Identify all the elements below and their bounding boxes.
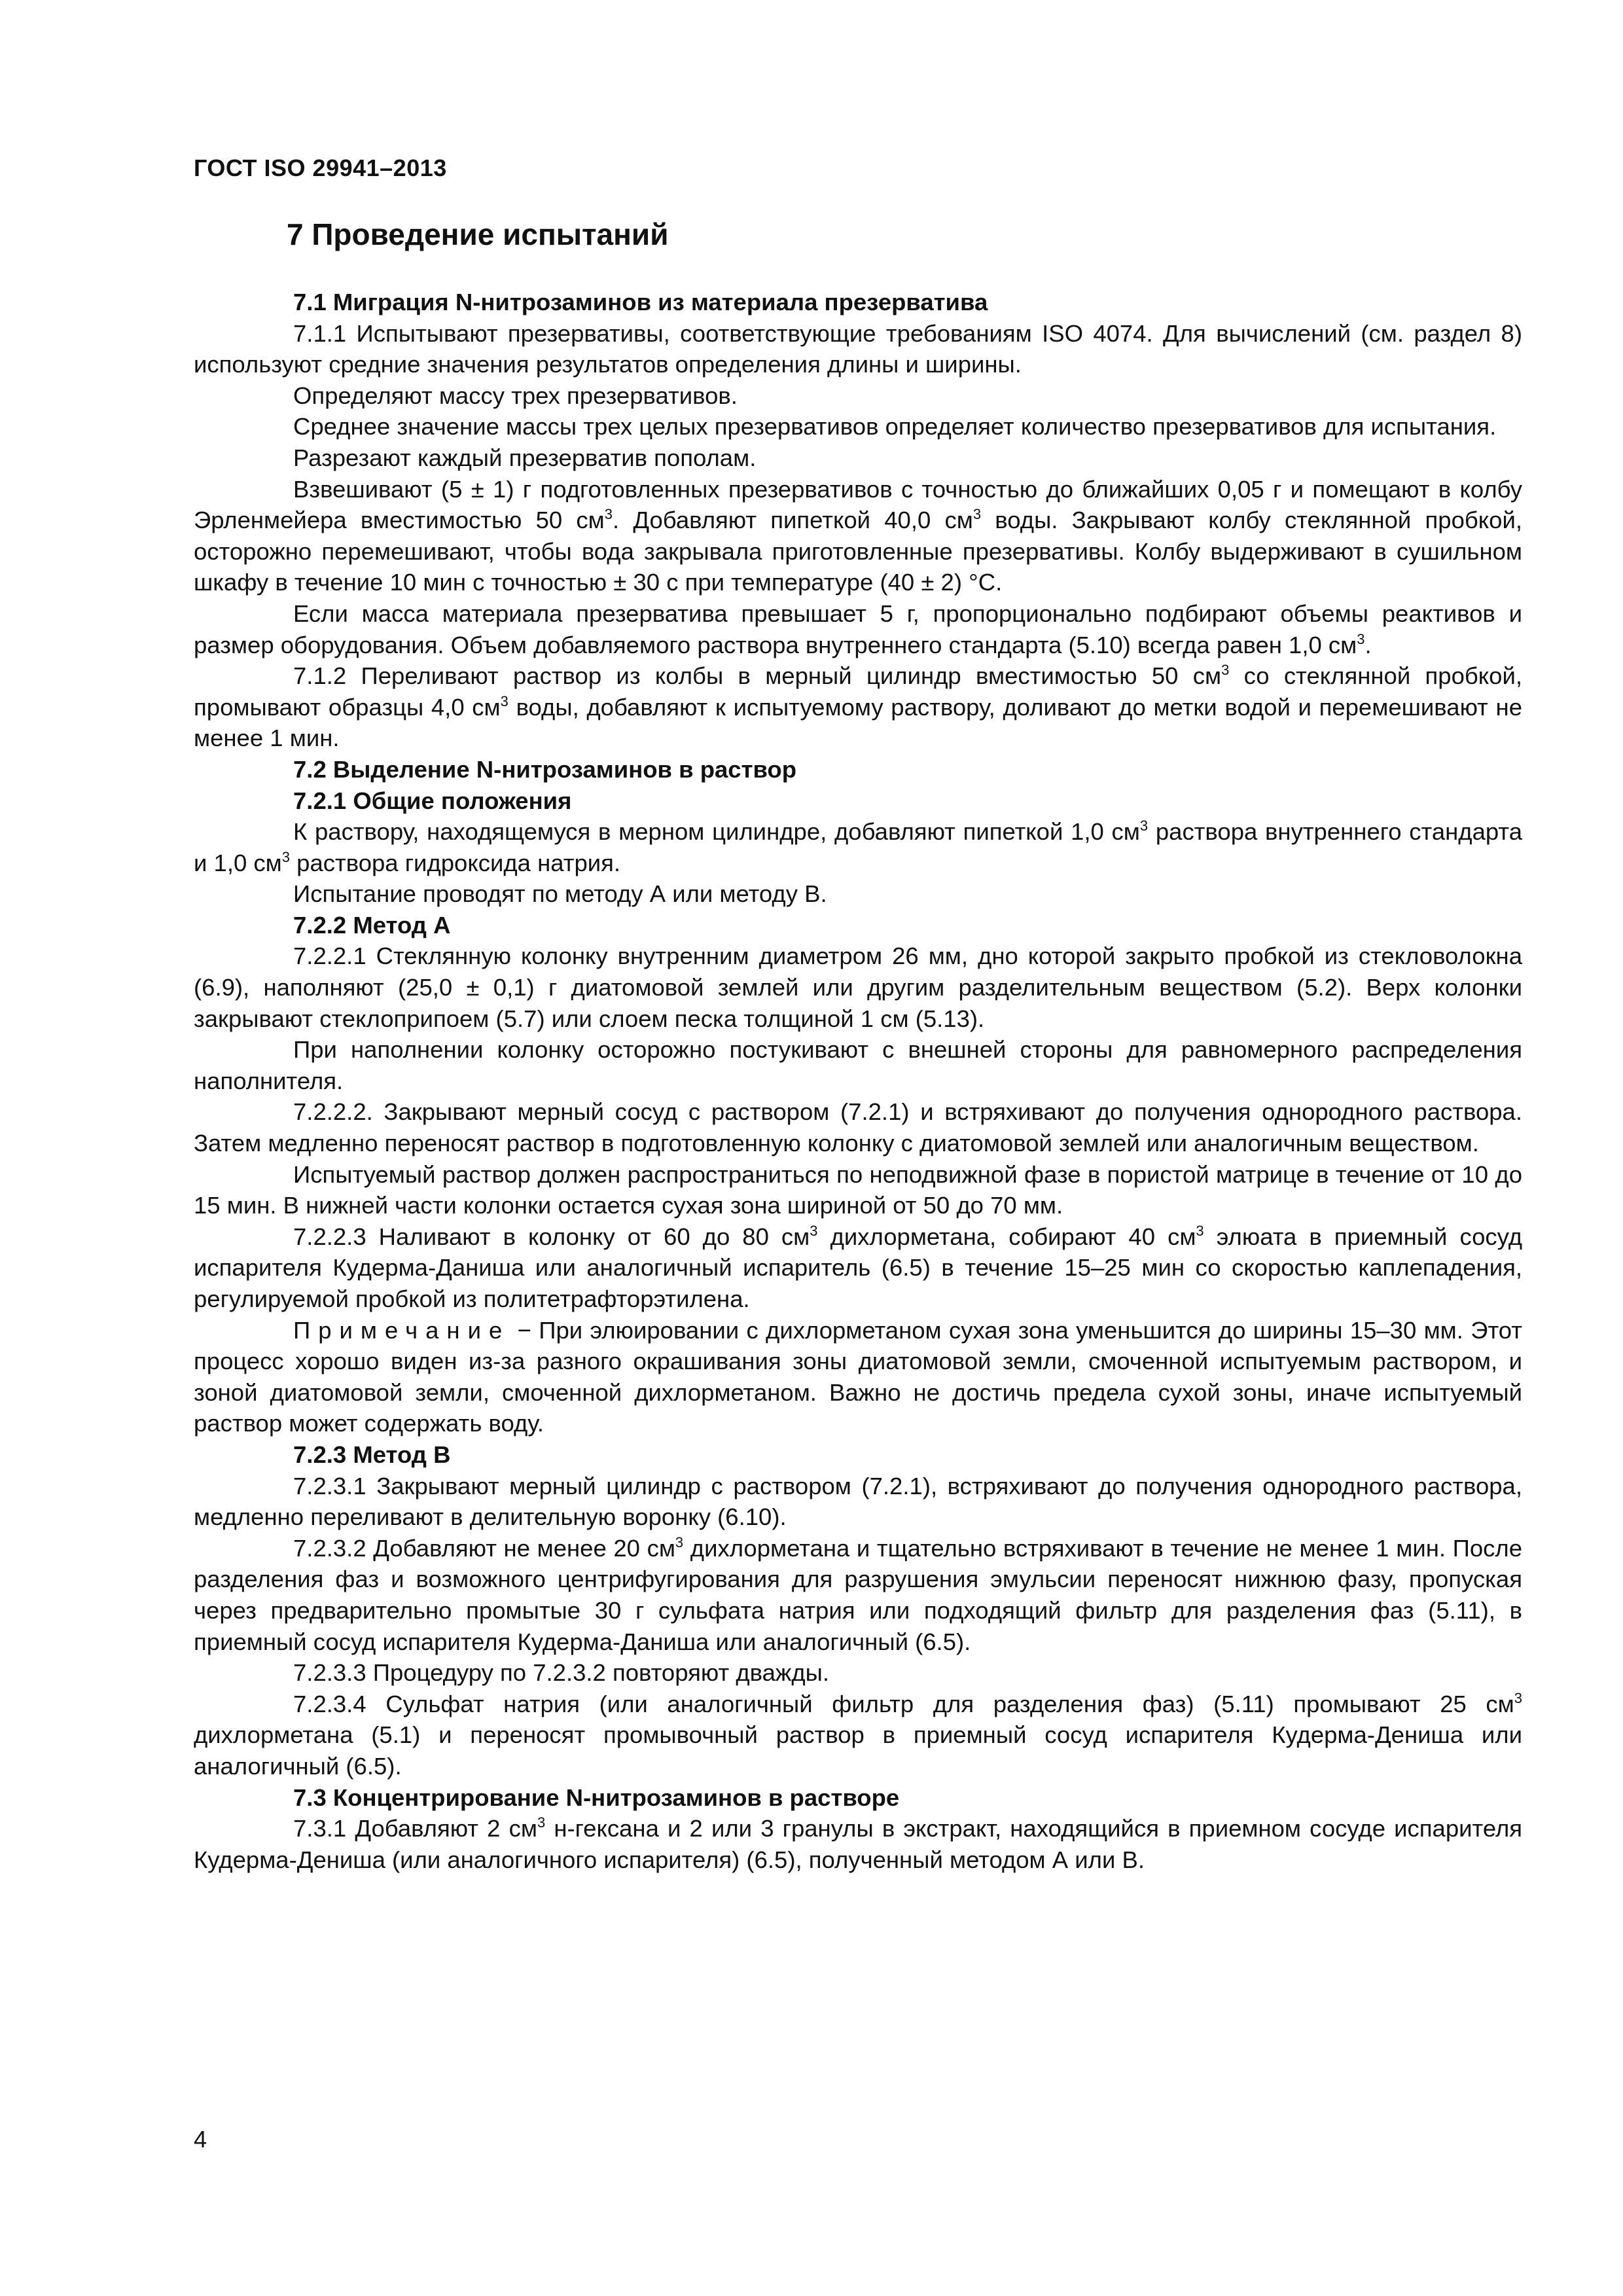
body-paragraph: Испытание проводят по методу А или методу В. [293, 880, 827, 908]
superscript: 3 [1357, 630, 1365, 647]
body-paragraph: 7.2.2.3 Наливают в колонку от 60 до 80 $см^3$ дихлорметана, собирают 40 $см^3$ элюата в приемный сосуд испарителя Кудерма-Даниша или аналогичный испаритель (6.5) в течение 15–25 мин со скоростью каплепадения, регулируемой пробкой из политетрафторэтилена. [194, 1222, 1522, 1312]
page-number: 4 [194, 2126, 207, 2153]
body-paragraph: Испытуемый раствор должен распространиться по неподвижной фазе в пористой матрице в течение от 10 до 15 мин. В нижней части колонки остается сухая зона шириной от 50 до 70 мм. [194, 1160, 1522, 1219]
paragraph-list [194, 287, 1522, 1875]
subsection-heading: 7.2 Выделение N-нитрозаминов в раствор [293, 755, 797, 783]
body-paragraph: 7.2.2.1 Стеклянную колонку внутренним диаметром 26 мм, дно которой закрыто пробкой из стекловолокна (6.9), наполняют (25,0 ± 0,1) г диатомовой землей или другим разделительным веществом (5.2). Верх колонки закрывают стеклоприпоем (5.7) или слоем песка толщиной 1 см (5.13). [194, 942, 1522, 1032]
body-paragraph: 7.1.1 Испытывают презервативы, соответствующие требованиям ISO 4074. Для вычислений (см. раздел 8) используют средние значения результатов определения длины и ширины. [194, 319, 1522, 378]
superscript: 3 [1514, 1689, 1522, 1706]
body-paragraph: 7.2.3.1 Закрывают мерный цилиндр с раствором (7.2.1), встряхивают до получения однородного раствора, медленно переливают в делительную воронку (6.10). [194, 1472, 1522, 1531]
document-header: ГОСТ ISO 29941–2013 [194, 154, 447, 181]
subsection-heading: 7.2.2 Метод А [293, 911, 451, 939]
body-paragraph: Среднее значение массы трех целых презервативов определяет количество презервативов для испытания. [293, 413, 1497, 440]
superscript: 3 [1221, 662, 1230, 679]
subsection-heading: 7.1 Миграция N-нитрозаминов из материала презерватива [293, 289, 988, 315]
body-paragraph: 7.2.3.2 Добавляют не менее 20 $см^3$ дихлорметана и тщательно встряхивают в течение не менее 1 мин. После разделения фаз и возможного центрифугирования для разрушения эмульсии переносят нижнюю фазу, пропуская через предварительно промытые 30 г сульфата натрия или подходящий фильтр для разделения фаз (5.11), в приемный сосуд испарителя Кудерма-Даниша или аналогичный (6.5). [194, 1534, 1522, 1655]
section-title: 7 Проведение испытаний [287, 217, 669, 251]
subsection-heading: 7.3 Концентрирование N-нитрозаминов в растворе [293, 1784, 900, 1811]
body-paragraph: Взвешивают (5 ± 1) г подготовленных презервативов с точностью до ближайших 0,05 г и помещают в колбу Эрленмейера вместимостью 50 $см^3$. Добавляют пипеткой 40,0 $см^3$ воды. Закрывают колбу стеклянной пробкой, осторожно перемешивают, чтобы вода закрывала приготовленные презервативы. Колбу выдерживают в сушильном шкафу в течение 10 мин с точностью ± 30 с при температуре (40 ± 2) °С. [194, 475, 1522, 596]
body-paragraph: 7.2.3.4 Сульфат натрия (или аналогичный фильтр для разделения фаз) (5.11) промывают 25 $см^3$ дихлорметана (5.1) и переносят промывочный раствор в приемный сосуд испарителя Кудерма-Дениша или аналогичный (6.5). [194, 1689, 1522, 1780]
body-paragraph: 7.1.2 Переливают раствор из колбы в мерный цилиндр вместимостью 50 $см^3$ со стеклянной пробкой, промывают образцы 4,0 $см^3$ воды, добавляют к испытуемому раствору, доливают до метки водой и перемешивают не менее 1 мин. [194, 662, 1522, 752]
body-paragraph: 7.2.3.3 Процедуру по 7.2.3.2 повторяют дважды. [293, 1659, 829, 1687]
note-label: Примечание [293, 1316, 510, 1344]
body-paragraph: К раствору, находящемуся в мерном цилиндре, добавляют пипеткой 1,0 $см^3$ раствора внутреннего стандарта и 1,0 $см^3$ раствора гидроксида натрия. [194, 817, 1522, 876]
superscript: 3 [1196, 1222, 1204, 1239]
subsection-heading: 7.2.1 Общие положения [293, 787, 572, 814]
body-paragraph: Разрезают каждый презерватив пополам. [293, 444, 757, 471]
document-body [194, 216, 1522, 1875]
superscript: 3 [604, 506, 613, 523]
body-paragraph: При наполнении колонку осторожно постукивают с внешней стороны для равномерного распределения наполнителя. [194, 1036, 1522, 1094]
superscript: 3 [810, 1222, 818, 1239]
superscript: 3 [675, 1534, 684, 1551]
superscript: 3 [500, 692, 508, 709]
superscript: 3 [281, 848, 291, 865]
body-paragraph: 7.3.1 Добавляют 2 $см^3$ н-гексана и 2 или 3 гранулы в экстракт, находящийся в приемном сосуде испарителя Кудерма-Дениша (или аналогичного испарителя) (6.5), полученный методом А или В. [194, 1814, 1523, 1873]
body-paragraph: Определяют массу трех презервативов. [293, 382, 738, 409]
body-paragraph: Если масса материала презерватива превышает 5 г, пропорционально подбирают объемы реактивов и размер оборудования. Объем добавляемого раствора внутреннего стандарта (5.10) всегда равен 1,0 $см^3$. [194, 600, 1522, 658]
subsection-heading: 7.2.3 Метод В [293, 1441, 451, 1468]
body-paragraph: 7.2.2.2. Закрывают мерный сосуд с раствором (7.2.1) и встряхивают до получения однородного раствора. Затем медленно переносят раствор в подготовленную колонку с диатомовой землей или аналогичным веществом. [194, 1098, 1522, 1157]
superscript: 3 [972, 506, 982, 523]
note-paragraph: Примечание − При элюировании с дихлорметаном сухая зона уменьшится до ширины 15–30 мм. Этот процесс хорошо виден из-за разного окрашивания зоны диатомовой земли, смоченной испытуемым раствором, и зоной диатомовой земли, смоченной дихлорметаном. Важно не достичь предела сухой зоны, иначе испытуемый раствор может содержать воду. [194, 1316, 1522, 1437]
superscript: 3 [1139, 817, 1149, 834]
superscript: 3 [537, 1814, 546, 1831]
